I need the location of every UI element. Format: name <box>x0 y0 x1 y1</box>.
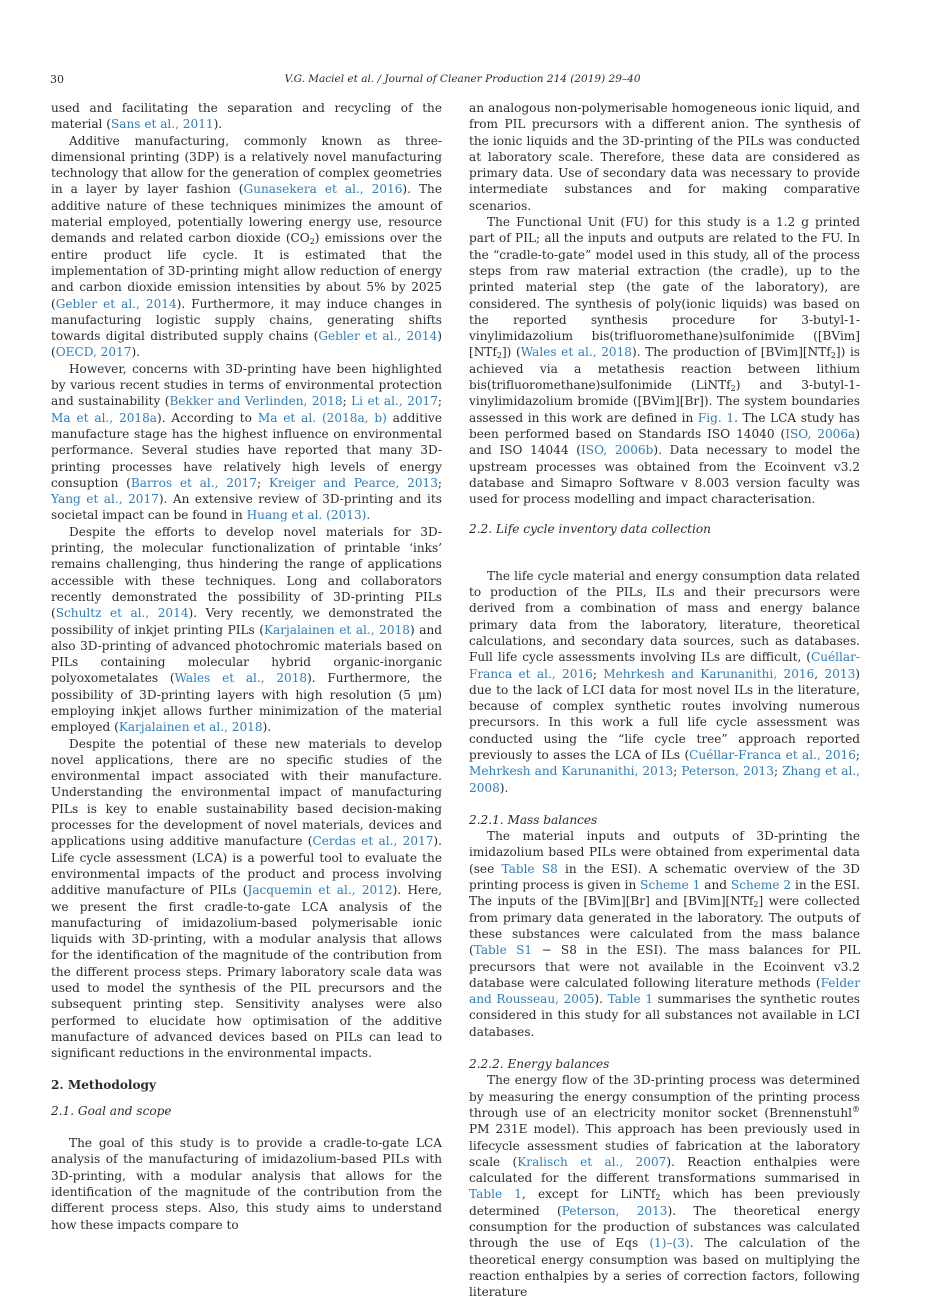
citation-link[interactable]: Kralisch et al., 2007 <box>517 1154 667 1169</box>
page-number: 30 <box>50 73 64 86</box>
paragraph: The life cycle material and energy consumption data related to production of the PILs, ILs and their precursors were derived from a combination of mass and energy balance primary data from the laboratory, literature, theoretical calculations, and secondary data sources, such as databases. Full life cycle assessments involving ILs are difficult, (Cuéllar-Franca et al., 2016; Mehrkesh and Karunanithi, 2016, 2013) due to the lack of LCI data for most novel ILs in the literature, because of complex synthetic routes involving numerous precursors. In this work a full life cycle assessment was conducted using the “life cycle tree” approach reported previously to asses the LCA of ILs (Cuéllar-Franca et al., 2016; Mehrkesh and Karunanithi, 2013; Peterson, 2013; Zhang et al., 2008). <box>469 568 861 795</box>
paragraph: Despite the potential of these new materials to develop novel applications, there are no specific studies of the environmental impact associated with their manufacture. Understanding the environmental impact of manufacturing PILs is key to enable sustainability based decision-making processes for the development of novel materials, devices and applications using additive manufacture (Cerdas et al., 2017). Life cycle assessment (LCA) is a powerful tool to evaluate the environmental impacts of the product and process involving additive manufacture of PILs (Jacquemin et al., 2012). Here, we present the first cradle-to-gate LCA analysis of the manufacturing of imidazolium-based polymerisable ionic liquids with 3D-printing, with a modular analysis that allows for the identification of the magnitude of the contribution from the different process steps. Primary laboratory scale data was used to model the synthesis of the PIL precursors and the subsequent printing step. Sensitivity analyses were also performed to elucidate how optimisation of the additive manufacture of advanced devices based on PILs can lead to significant reductions in the environmental impacts. <box>51 736 442 1061</box>
subsection-heading: 2.1. Goal and scope <box>51 1103 172 1118</box>
citation-link[interactable]: Peterson, 2013 <box>681 764 774 779</box>
citation-link[interactable]: Cerdas et al., 2017 <box>312 834 434 849</box>
subsubsection-heading: 2.2.1. Mass balances <box>469 812 598 827</box>
citation-link[interactable]: ISO, 2006a <box>785 426 856 441</box>
paragraph: Despite the efforts to develop novel materials for 3D-printing, the molecular functionalization of printable ‘inks’ remains challenging, thus hindering the range of applications accessible with these techniques. Long and collaborators recently demonstrated the possibility of 3D-printing PILs (Schultz et al., 2014). Very recently, we demonstrated the possibility of inkjet printing PILs (Karjalainen et al., 2018) and also 3D-printing of advanced photochromic materials based on PILs containing molecular hybrid organic-inorganic polyoxometalates (Wales et al., 2018). Furthermore, the possibility of 3D-printing layers with high resolution (5 μm) employing inkjet allows further minimization of the material employed (Karjalainen et al., 2018). <box>51 524 442 735</box>
citation-link[interactable]: Peterson, 2013 <box>561 1203 668 1218</box>
citation-link[interactable]: Barros et al., 2017 <box>130 475 258 490</box>
paragraph: used and facilitating the separation and recycling of the material (Sans et al., 2011). <box>51 101 442 132</box>
table-link[interactable]: Table 1 <box>469 1187 522 1202</box>
left-column <box>51 100 442 1233</box>
paragraph: The material inputs and outputs of 3D-printing the imidazolium based PILs were obtained from experimental data (see Table S8 in the ESI). A schematic overview of the 3D printing process is given in Scheme 1 and Scheme 2 in the ESI. The inputs of the [BVim][Br] and [BVim][NTf$_2$] were collected from primary data generated in the laboratory. The outputs of these substances were calculated from the mass balance (Table S1 − S8 in the ESI). The mass balances for PIL precursors that were not available in the Ecoinvent v3.2 database were calculated following literature methods (Felder and Rousseau, 2005). Table 1 summarises the synthetic routes considered in this study for all substances not available in LCI databases. <box>469 829 860 1039</box>
citation-link[interactable]: Gunasekera et al., 2016 <box>243 182 403 197</box>
paragraph: The energy flow of the 3D-printing process was determined by measuring the energy consumption of the printing process through use of an electricity monitor socket (Brennenstuhl® PM 231E model). This approach has been previously used in lifecycle assessment studies of fabrication at the laboratory scale (Kralisch et al., 2007). Reaction enthalpies were calculated for the different transformations summarised in Table 1, except for LiNTf$_2$ which has been previously determined (Peterson, 2013). The theoretical energy consumption for the production of substances was calculated through the use of Eqs (1)–(3). The calculation of the theoretical energy consumption was based on multiplying the reaction enthalpies by a series of correction factors, following literature <box>469 1073 861 1300</box>
citation-link[interactable]: Gebler et al., 2014 <box>318 329 438 344</box>
citation-link[interactable]: ISO, 2006b <box>581 443 654 458</box>
citation-link[interactable]: 2013 <box>824 666 856 681</box>
scheme-link[interactable]: Scheme 1 <box>640 878 701 893</box>
table-link[interactable]: Table 1 <box>607 992 654 1007</box>
citation-link[interactable]: Gebler et al., 2014 <box>55 296 177 311</box>
table-link[interactable]: Table S1 <box>473 943 533 958</box>
section-heading: 2. Methodology <box>51 1077 157 1092</box>
citation-link[interactable]: Mehrkesh and Karunanithi, 2016 <box>603 666 815 681</box>
citation-link[interactable]: Schultz et al., 2014 <box>55 606 189 621</box>
citation-link[interactable]: Li et al., 2017 <box>351 394 438 409</box>
citation-link[interactable]: Ma et al. (2018a, b) <box>257 410 387 425</box>
citation-link[interactable]: Jacquemin et al., 2012 <box>247 883 393 898</box>
citation-link[interactable]: Wales et al., 2018 <box>520 345 632 360</box>
citation-link[interactable]: Ma et al., 2018a <box>51 410 157 425</box>
paragraph: The Functional Unit (FU) for this study is a 1.2 g printed part of PIL; all the inputs and outputs are related to the FU. In the “cradle-to-gate” model used in this study, all of the process steps from raw material extraction (the cradle), up to the printed material step (the gate of the laboratory), are considered. The synthesis of poly(ionic liquids) was based on the reported synthesis procedure for 3-butyl-1-vinylimidazolium bis(trifluoromethane)sulfonimide ([BVim][NTf$_2$]) (Wales et al., 2018). The production of [BVim][NTf$_2$]) is achieved via a metathesis reaction between lithium bis(trifluoromethane)sulfonimide (LiNTf$_2$) and 3-butyl-1-vinylimidazolium bromide ([BVim][Br]). The system boundaries assessed in this work are defined in Fig. 1. The LCA study has been performed based on Standards ISO 14040 (ISO, 2006a) and ISO 14044 (ISO, 2006b). Data necessary to model the upstream processes was obtained from the Ecoinvent v3.2 database and Simapro Software v 8.003 version faculty was used for process modelling and impact characterisation. <box>469 215 861 507</box>
citation-link[interactable]: Mehrkesh and Karunanithi, 2013 <box>469 764 674 779</box>
paragraph: Additive manufacturing, commonly known as three-dimensional printing (3DP) is a relatively novel manufacturing technology that allow for the generation of complex geometries in a layer by layer fashion (Gunasekera et al., 2016). The additive nature of these techniques minimizes the amount of material employed, potentially lowering energy use, resource demands and related carbon dioxide $(CO_2)$ emissions over the entire product life cycle. It is estimated that the implementation of 3D-printing might allow reduction of energy and carbon dioxide emission intensities by about 5% by 2025 (Gebler et al., 2014). Furthermore, it may induce changes in manufacturing logistic supply chains, generating shifts towards digital distributed supply chains (Gebler et al., 2014) (OECD, 2017). <box>51 133 442 360</box>
citation-link[interactable]: Kreiger and Pearce, 2013 <box>268 475 438 490</box>
paragraph: an analogous non-polymerisable homogeneous ionic liquid, and from PIL precursors with a different anion. The synthesis of the ionic liquids and the 3D-printing of the PILs was conducted at laboratory scale. Therefore, these data are considered as primary data. Use of secondary data was necessary to provide intermediate substances and for making comparative scenarios. <box>469 101 860 213</box>
figure-link[interactable]: Fig. 1 <box>697 410 735 425</box>
citation-link[interactable]: Bekker and Verlinden, 2018 <box>169 394 343 409</box>
paragraph: The goal of this study is to provide a cradle-to-gate LCA analysis of the manufacturing of imidazolium-based PILs with 3D-printing, with a modular analysis that allows for the identification of the magnitude of the contribution from the different process steps. Also, this study aims to understand how these impacts compare to <box>51 1136 442 1232</box>
citation-link[interactable]: Cuéllar-Franca et al., 2016 <box>469 650 860 681</box>
paragraph: However, concerns with 3D-printing have been highlighted by various recent studies in terms of environmental protection and sustainability (Bekker and Verlinden, 2018; Li et al., 2017; Ma et al., 2018a). According to Ma et al. (2018a, b) additive manufacture stage has the highest influence on environmental performance. Several studies have reported that many 3D-printing processes have relatively high levels of energy consuption (Barros et al., 2017; Kreiger and Pearce, 2013; Yang et al., 2017). An extensive review of 3D-printing and its societal impact can be found in Huang et al. (2013). <box>51 361 443 523</box>
citation-link[interactable]: Zhang et al., 2008 <box>469 764 861 795</box>
citation-link[interactable]: Karjalainen et al., 2018 <box>264 622 410 637</box>
scheme-link[interactable]: Scheme 2 <box>730 878 792 893</box>
running-head: V.G. Maciel et al. / Journal of Cleaner Production 214 (2019) 29–40 <box>284 73 641 85</box>
subsection-heading: 2.2. Life cycle inventory data collection <box>469 522 711 537</box>
citation-link[interactable]: Yang et al., 2017 <box>51 492 159 507</box>
citation-link[interactable]: Sans et al., 2011 <box>111 117 214 132</box>
subsubsection-heading: 2.2.2. Energy balances <box>469 1057 610 1072</box>
citation-link[interactable]: OECD, 2017 <box>55 345 132 360</box>
equation-link[interactable]: (1)–(3) <box>649 1236 690 1251</box>
citation-link[interactable]: Felder and Rousseau, 2005 <box>469 975 860 1007</box>
citation-link[interactable]: Wales et al., 2018 <box>174 671 308 686</box>
citation-link[interactable]: Karjalainen et al., 2018 <box>118 720 263 735</box>
spacer <box>469 554 860 568</box>
table-link[interactable]: Table S8 <box>501 861 558 876</box>
citation-link[interactable]: Cuéllar-Franca et al., 2016 <box>689 747 856 762</box>
right-column <box>469 100 860 1300</box>
citation-link[interactable]: Huang et al. (2013) <box>246 508 367 523</box>
